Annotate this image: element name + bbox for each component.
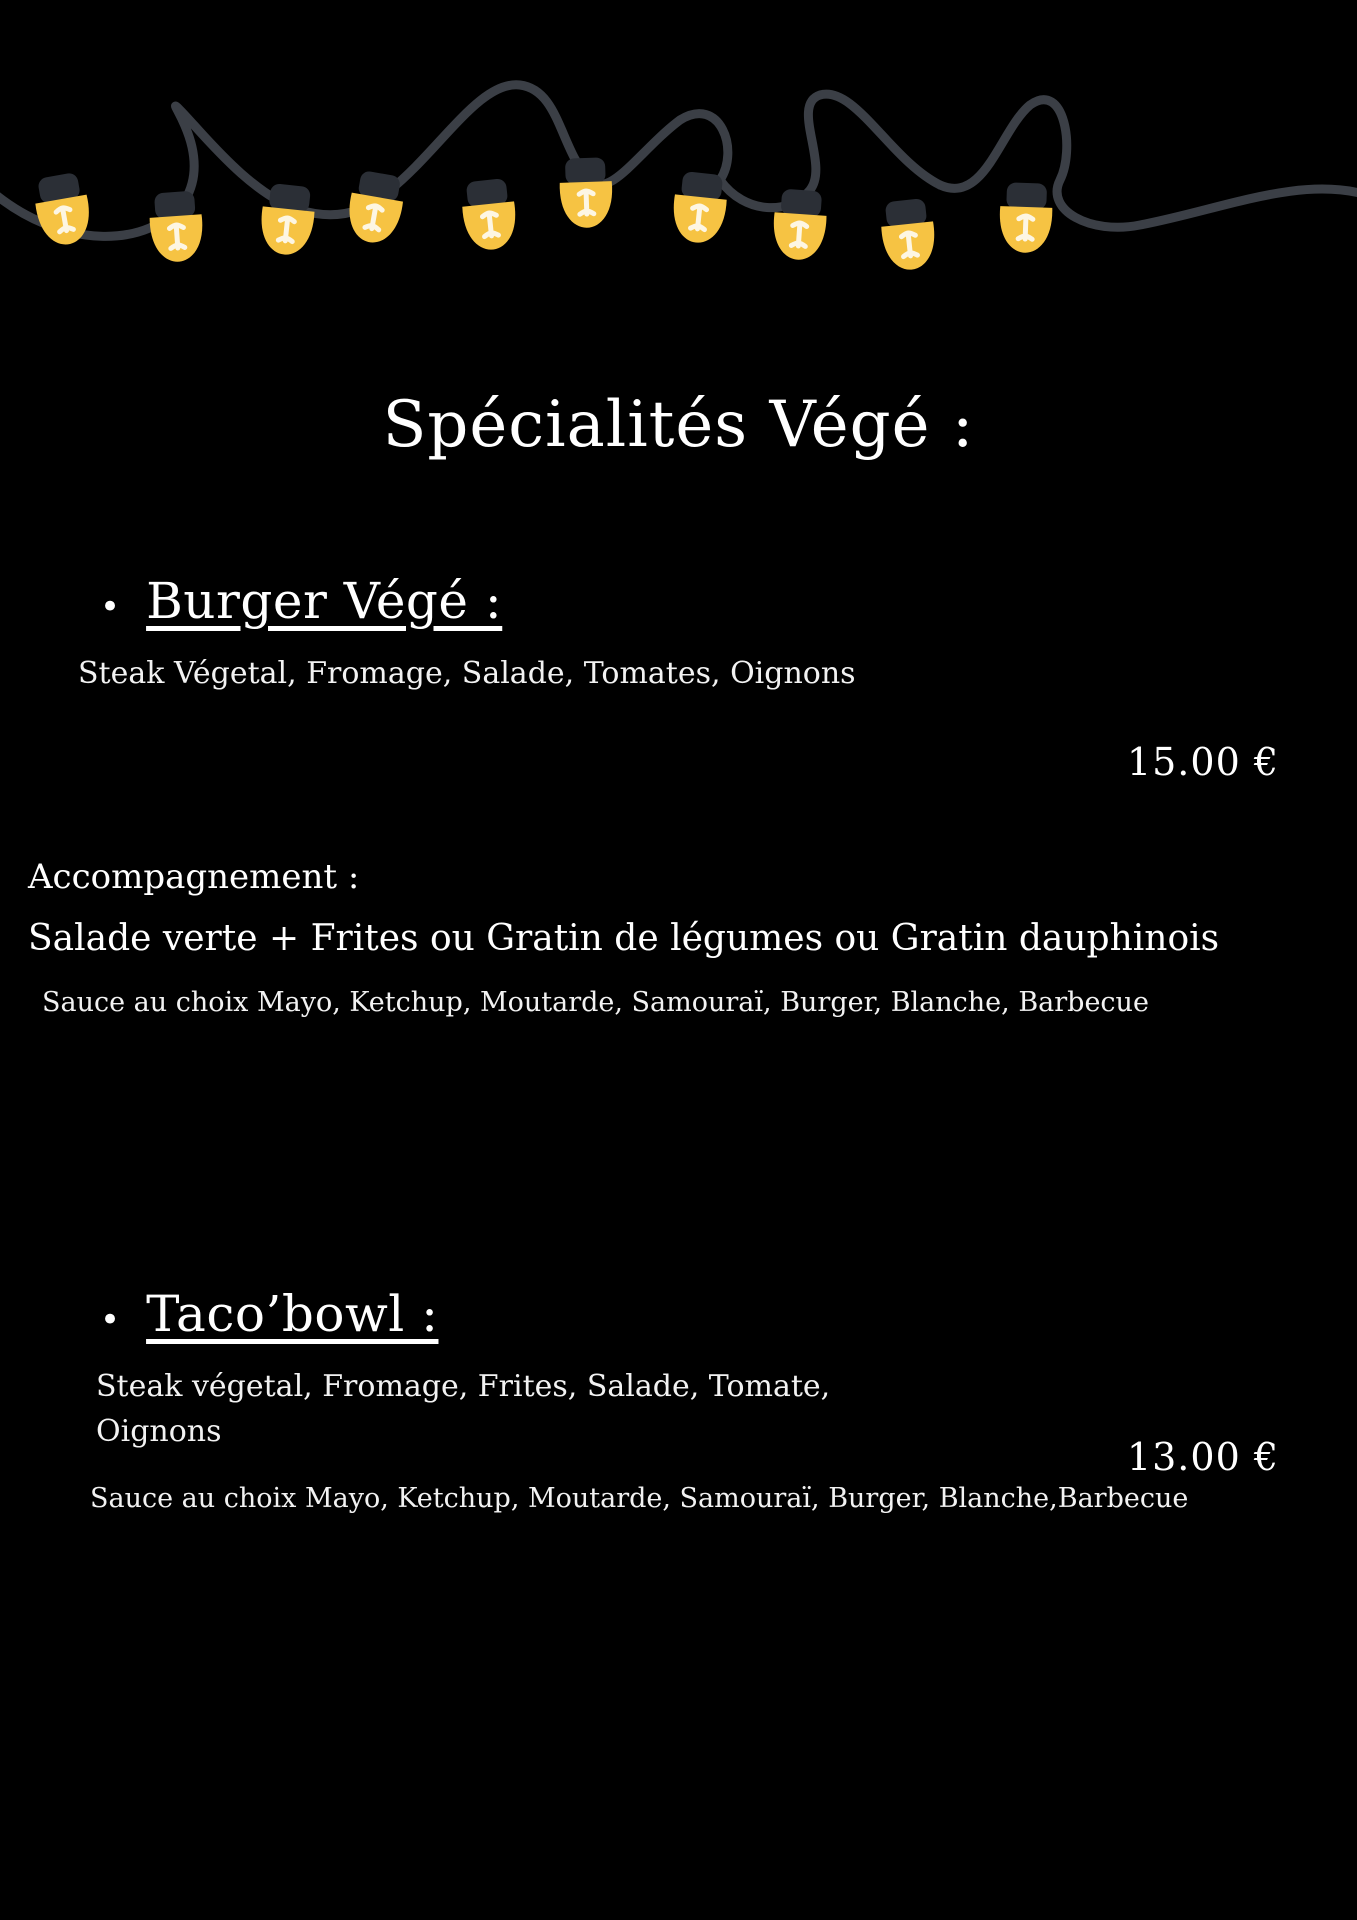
bullet-icon: • (100, 1300, 121, 1340)
menu-item-price: 15.00 € (1126, 740, 1279, 784)
page-title: Spécialités Végé : (382, 388, 975, 462)
string-lights-decoration (0, 0, 1357, 380)
menu-item-description-line1: Steak végetal, Fromage, Frites, Salade, Tomate, (96, 1369, 831, 1404)
light-bulbs (31, 157, 1053, 272)
menu-item-name: Taco’bowl : (146, 1285, 439, 1343)
menu-item-description: Steak Végetal, Fromage, Salade, Tomates, Oignons (78, 656, 856, 691)
menu-item-tacobowl (0, 1285, 1357, 1516)
accompaniment-label: Accompagnement : (28, 857, 360, 897)
bullet-icon: • (100, 587, 121, 627)
menu-item-name: Burger Végé : (146, 572, 503, 630)
menu-item-price: 13.00 € (1126, 1435, 1279, 1479)
accompaniment-block (28, 855, 1328, 1021)
menu-item-description-line2: Oignons (96, 1414, 222, 1449)
menu-item-sauce-choices: Sauce au choix Mayo, Ketchup, Moutarde, Samouraï, Burger, Blanche,Barbecue (90, 1483, 1189, 1514)
menu-item-heading (0, 1285, 1357, 1343)
menu-item-heading (0, 572, 1357, 630)
accompaniment-options: Salade verte + Frites ou Gratin de légumes ou Gratin dauphinois (28, 917, 1220, 959)
menu-item-burger-vege (0, 572, 1357, 784)
accompaniment-sauce-choices: Sauce au choix Mayo, Ketchup, Moutarde, Samouraï, Burger, Blanche, Barbecue (42, 987, 1149, 1019)
